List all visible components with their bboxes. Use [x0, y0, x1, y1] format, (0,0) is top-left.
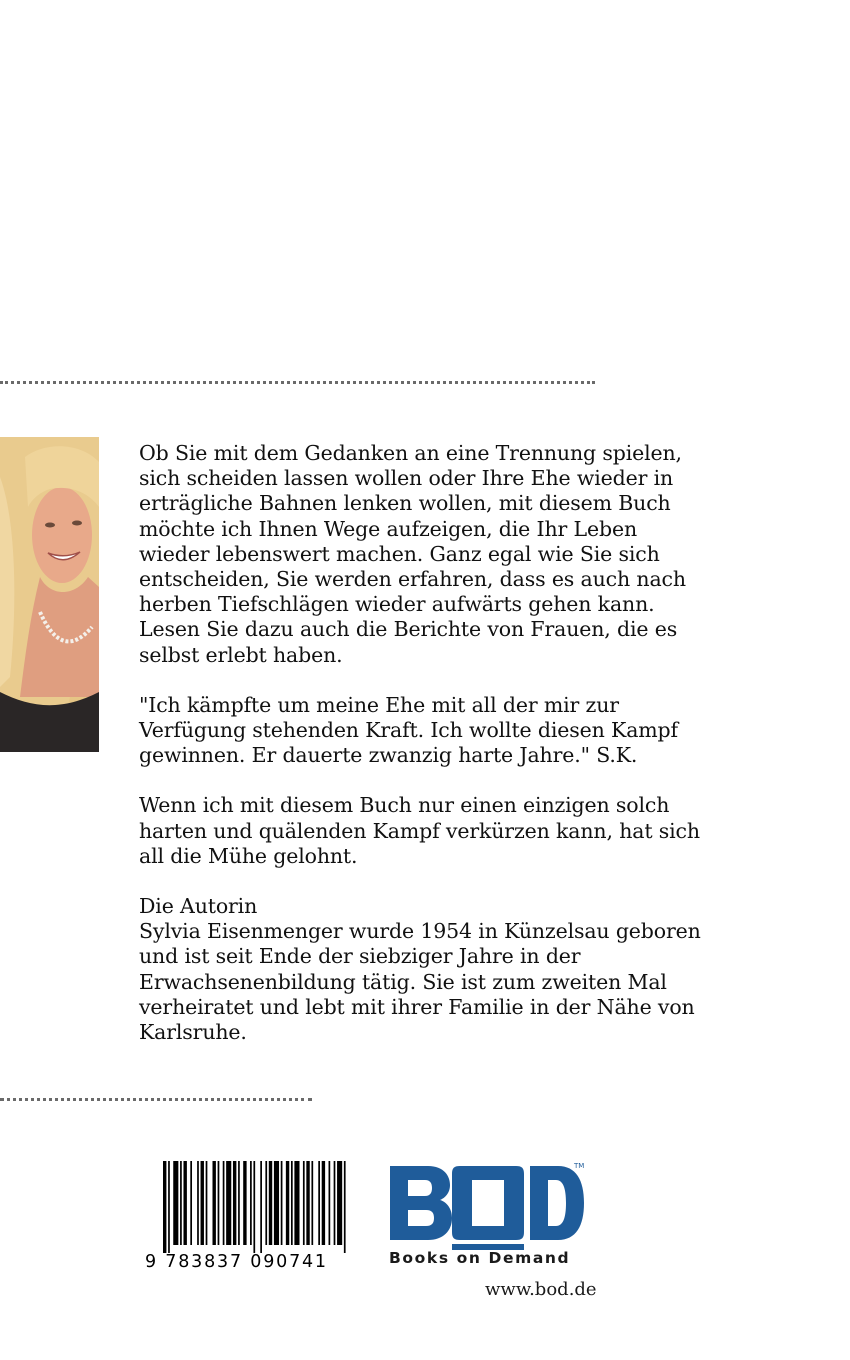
isbn-barcode [145, 1161, 351, 1274]
barcode-bars [163, 1161, 349, 1253]
blurb-paragraph-purpose [139, 793, 759, 869]
text-line: entscheiden, Sie werden erfahren, dass es auch nach [139, 567, 686, 592]
text-line: Verfügung stehenden Kraft. Ich wollte diesen Kampf [139, 718, 678, 743]
text-line: "Ich kämpfte um meine Ehe mit all der mir zur [139, 692, 619, 717]
text-line: Sylvia Eisenmenger wurde 1954 in Künzelsau geboren [139, 919, 701, 944]
text-line: herben Tiefschlägen wieder aufwärts gehen kann. [139, 592, 655, 617]
author-photo [0, 437, 99, 752]
text-line: möchte ich Ihnen Wege aufzeigen, die Ihr Leben [139, 516, 638, 541]
text-line: wieder lebenswert machen. Ganz egal wie Sie sich [139, 541, 660, 566]
text-line: gewinnen. Er dauerte zwanzig harte Jahre." S.K. [139, 743, 638, 768]
blurb-paragraph-intro [139, 441, 759, 668]
barcode-bar [329, 1161, 331, 1245]
bod-logo-mark [390, 1166, 584, 1250]
barcode-bar [260, 1161, 262, 1253]
text-line: all die Mühe gelohnt. [139, 843, 358, 868]
bod-trademark: TM [574, 1162, 585, 1170]
back-cover-blurb [139, 441, 759, 1070]
barcode-bar [206, 1161, 208, 1245]
blurb-paragraph-quote [139, 693, 759, 769]
barcode-bar [183, 1161, 186, 1245]
text-line: verheiratet und lebt mit ihrer Familie in der Nähe von [139, 994, 695, 1019]
barcode-bar [303, 1161, 305, 1245]
barcode-bar [344, 1161, 346, 1253]
text-line: selbst erlebt haben. [139, 642, 343, 667]
barcode-bar [286, 1161, 289, 1245]
text-line: Karlsruhe. [139, 1020, 247, 1045]
text-line: erträgliche Bahnen lenken wollen, mit diesem Buch [139, 491, 671, 516]
barcode-bar [226, 1161, 231, 1245]
barcode-bar [334, 1161, 336, 1245]
barcode-bar [168, 1161, 170, 1253]
isbn-digits: 9 783837 090741 [145, 1252, 328, 1272]
text-line: sich scheiden lassen wollen oder Ihre Ehe wieder in [139, 466, 674, 491]
barcode-bar [322, 1161, 325, 1245]
barcode-bar [269, 1161, 272, 1245]
text-line: Lesen Sie dazu auch die Berichte von Frauen, die es [139, 617, 678, 642]
text-line: und ist seit Ende der siebziger Jahre in der [139, 944, 581, 969]
barcode-bar [250, 1161, 252, 1245]
barcode-bar [306, 1161, 309, 1245]
barcode-bar [197, 1161, 199, 1245]
barcode-bar [294, 1161, 299, 1245]
barcode-bar [274, 1161, 279, 1245]
barcode-bar [265, 1161, 267, 1245]
barcode-bar [337, 1161, 342, 1245]
barcode-bar [163, 1161, 166, 1253]
barcode-bar [233, 1161, 236, 1245]
barcode-bar [238, 1161, 240, 1245]
barcode-bar [223, 1161, 225, 1245]
barcode-bar [190, 1161, 192, 1245]
barcode-bar [291, 1161, 293, 1245]
barcode-bar [212, 1161, 215, 1245]
barcode-bar [243, 1161, 246, 1245]
text-line: Erwachsenenbildung tätig. Sie ist zum zweiten Mal [139, 969, 667, 994]
blurb-paragraph-author [139, 894, 759, 1045]
barcode-bar [253, 1161, 255, 1253]
barcode-bar [173, 1161, 178, 1245]
barcode-bar [201, 1161, 204, 1245]
text-line: harten und quälenden Kampf verkürzen kann, hat sich [139, 818, 700, 843]
barcode-bar [318, 1161, 320, 1245]
text-line: Wenn ich mit diesem Buch nur einen einzigen solch [139, 793, 670, 818]
text-line: Ob Sie mit dem Gedanken an eine Trennung spielen, [139, 441, 682, 465]
barcode-bar [311, 1161, 313, 1245]
top-dotted-divider [0, 381, 595, 384]
bod-website-url: www.bod.de [485, 1279, 597, 1300]
barcode-bar [218, 1161, 220, 1245]
barcode-bar [281, 1161, 283, 1245]
bod-tagline: Books on Demand [389, 1249, 571, 1267]
bottom-dotted-divider [0, 1098, 312, 1101]
author-heading: Die Autorin [139, 894, 258, 919]
barcode-bar [180, 1161, 182, 1245]
